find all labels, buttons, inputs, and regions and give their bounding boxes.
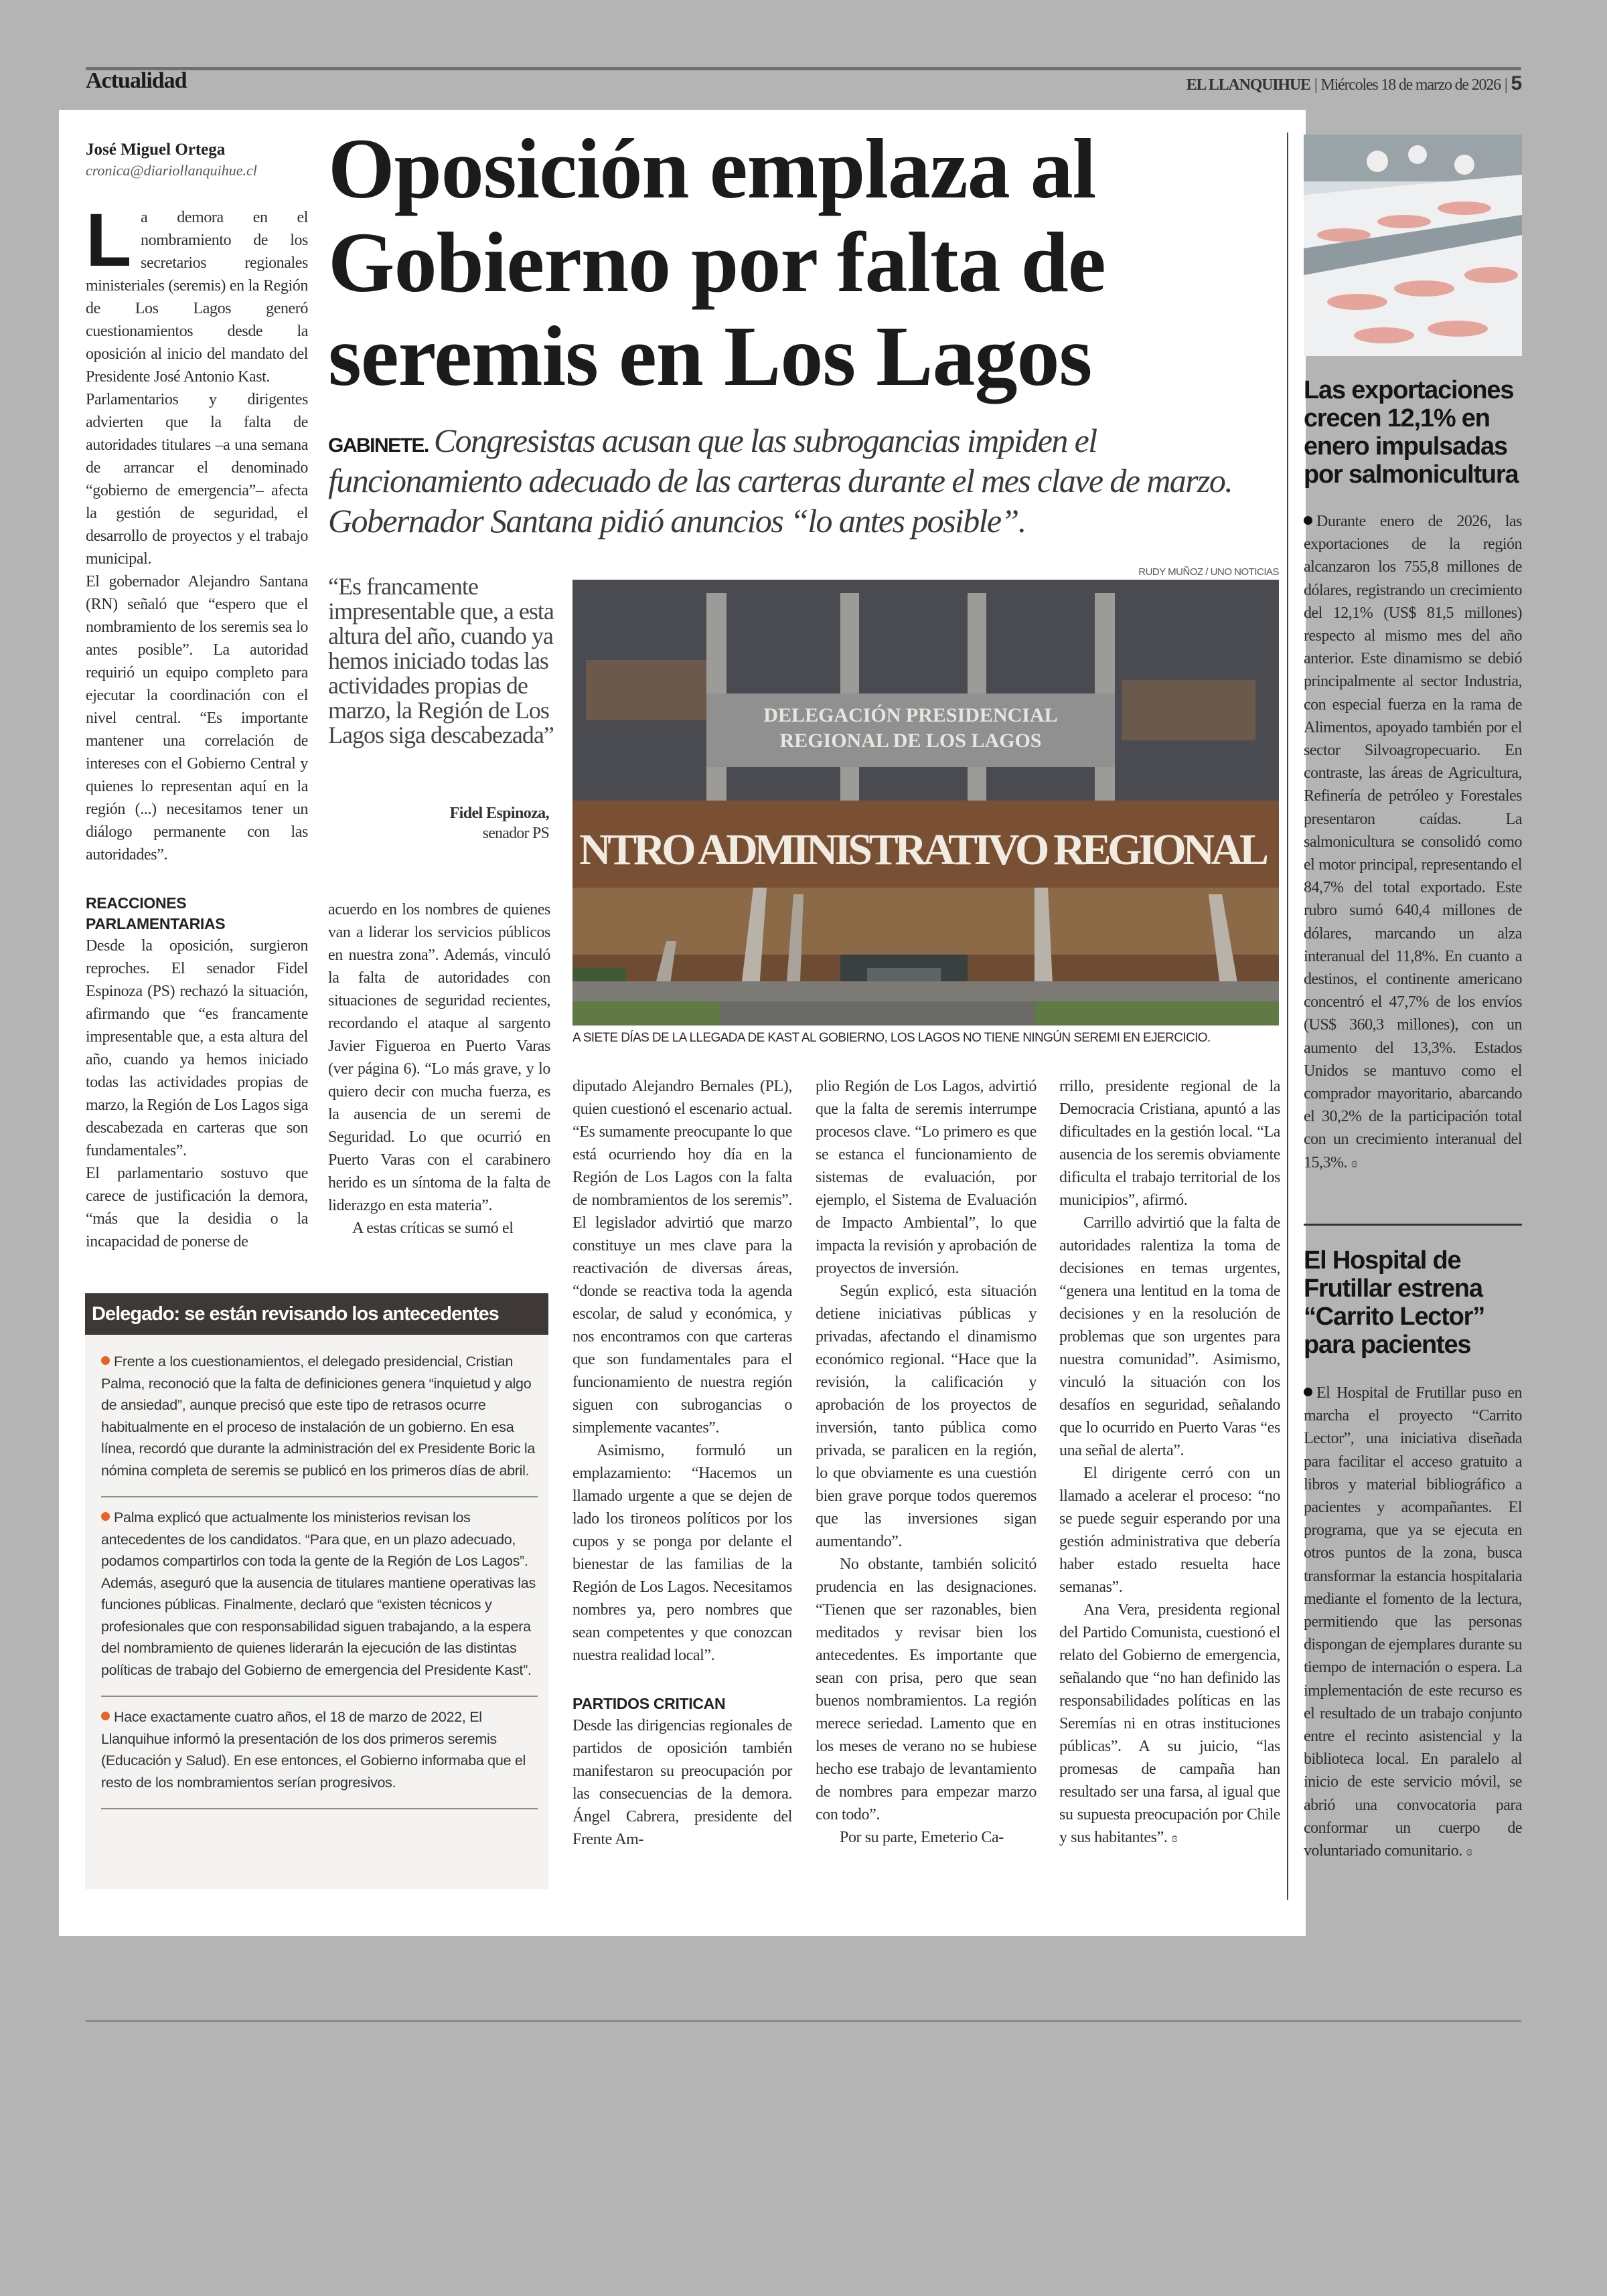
paragraph-text: Según explicó, esta situación detiene iniciativas públicas y privadas, afectando el dinamismo económico regional. “Hace que la revisión, la calificación y aprobación de los proyectos de inversión, tanto pública como privada, se paralicen en la región, lo que obviamente es una cuestión bien grave porque todos queremos que las inversiones sigan aumentando”. [816,1283,1037,1550]
body-paragraph [572,1439,792,1667]
paragraph-text: Palma explicó que actualmente los ministerios revisan los antecedentes de los candidatos. “Para que, en un plazo adecuado, podamos compartirlos con toda la gente de la Región de Los Lagos”. Además, aseguró que la ausencia de titulares mantiene operativas las funciones públicas. Finalmente, declaró que “existen técnicos y profesionales que con responsabilidad siguen trabajando, a la espera del nombramiento de quienes liderarán la ejecución de las distintas políticas de trabajo del Gobierno de emergencia del Presidente Kast”. [101,1509,536,1678]
folio-separator: | [1504,76,1507,94]
pull-quote: “Es francamente impresentable que, a esta altura del año, cuando ya hemos iniciado todas las actividades propias de marzo, la Región de Los Lagos siga descabezada” [328,573,554,748]
sidebox-title: Delegado: se están revisando los antecedentes [85,1293,548,1335]
paragraph-text: Asimismo, formuló un emplazamiento: “Hacemos un llamado urgente a que se dejen de lado los tironeos políticos por los cupos y se ponga por delante el bienestar de las familias de la Región de Los Lagos. Necesitamos nombres ya, pero nombres que sean competentes y que conozcan nuestra realidad local”. [572,1442,792,1664]
body-paragraph [86,934,308,1162]
body-paragraph [816,1280,1037,1553]
article-headline: Oposición emplaza al Gobierno por falta de seremis en Los Lagos [328,121,1105,404]
article-column-2 [328,898,550,1240]
pull-quote-attribution [328,803,549,843]
paragraph-text: acuerdo en los nombres de quienes van a liderar los servicios públicos en nuestra zona”. Además, vinculó la falta de autoridades con situaciones de seguridad recientes, recordando el ataque al sargento Javier Figueroa en Puerto Varas (ver página 6). “Lo más grave, y lo quiero decir con mucha fuerza, es la ausencia de un seremi de Seguridad. Lo que ocurrió en Puerto Varas con el carabinero herido es un síntoma de la falta de liderazgo en esta materia”. [328,901,550,1214]
building-photo [572,580,1279,1026]
section-subheading [86,893,308,934]
paragraph-text: REACCIONES PARLAMENTARIAS [86,894,226,932]
article-column-1 [86,198,308,1253]
article-column-5 [1059,1075,1280,1850]
photo-credit: RUDY MUÑOZ / UNO NOTICIAS [1138,566,1279,578]
article-column-3 [572,1075,792,1851]
section-name: Actualidad [86,68,187,93]
column-3-body [572,1075,792,1851]
page-number: 5 [1511,72,1521,94]
salmon-plant-image [1304,135,1522,356]
paragraph-text: Frente a los cuestionamientos, el delegado presidencial, Cristian Palma, reconoció que la falta de definiciones genera “inquietud y algo de ansiedad”, aunque precisó que este tipo de retrasos ocurre habitualmente en el proceso de instalación de un gobierno. En esa línea, recordó que durante la administración del ex Presidente Boric la nómina completa de seremis se publicó en los primeros días de abril. [101,1354,535,1479]
bullet-paragraph [101,1497,538,1697]
column-2-body [328,898,550,1240]
hospital-headline: El Hospital de Frutillar estrena “Carrito Lector” para pacientes [1304,1246,1485,1359]
deck-text: Congresistas acusan que las subrogancias impiden el funcionamiento adecuado de las carteras durante el mes clave de marzo. Gobernador Santana pidió anuncios “lo antes posible”. [328,422,1233,540]
sidebox-body [85,1335,548,1809]
paragraph-text: Carrillo advirtió que la falta de autoridades ralentiza la toma de decisiones en temas urgentes, “genera una lentitud en la toma de decisiones y en la resolución de problemas que son urgentes para nuestra comunidad”. Asimismo, vinculó la situación con los desafíos en seguridad, señalando que lo ocurrido en Puerto Varas “es una señal de alerta”. [1059,1214,1280,1459]
body-paragraph [328,1217,550,1240]
section-subheading [572,1694,792,1714]
paragraph-text: rrillo, presidente regional de la Democracia Cristiana, apuntó a las dificultades en la gestión local. “La ausencia de los seremis obviamente dificulta el trabajo territorial de los municipios”, afirmó. [1059,1078,1280,1209]
paragraph-text: Ana Vera, presidenta regional del Partido Comunista, cuestionó el relato del Gobierno de emergencia, señalando que “no han definido las responsabilidades políticas en las Seremías ni en otras instituciones públicas”. A su juicio, “las promesas de campaña han resultado ser una farsa, al igual que su supuesta preocupación por Chile y sus habitantes”. [1059,1601,1280,1846]
paragraph-text: diputado Alejandro Bernales (PL), quien cuestionó el escenario actual. “Es sumamente preocupante lo que está ocurriendo hoy día en la Región de Los Lagos con la falta de nombramientos de los seremis”. El legislador advirtió que marzo constituye un mes clave para la reactivación de diversas áreas, “donde se reactiva toda la agenda escolar, de salud y económica, y nos encontramos con que carteras que son fundamentales para el funcionamiento de nuestra región siguen con subrogancias o simplemente vacantes”. [572,1078,792,1437]
exports-headline: Las exportaciones crecen 12,1% en enero impulsadas por salmonicultura [1304,376,1519,489]
hospital-body [1304,1382,1522,1863]
header-rule [86,67,1521,70]
author-name: José Miguel Ortega [86,141,226,159]
page-folio [1187,72,1521,95]
end-of-article-icon: ɞ [1466,1844,1472,1860]
end-of-article-icon: ɞ [1171,1831,1177,1846]
building-photo-image [572,580,1279,1026]
issue-date: Miércoles 18 de marzo de 2026 [1320,76,1501,94]
drop-cap: L [86,198,132,282]
article-deck [328,420,1286,541]
body-paragraph [86,1162,308,1253]
column-1-body [86,388,308,1253]
body-paragraph [816,1553,1037,1826]
bullet-paragraph [101,1697,538,1809]
footer-rule [86,2020,1521,2022]
body-paragraph [86,388,308,570]
paragraph-text: El gobernador Alejandro Santana (RN) señaló que “espero que el nombramiento de los seremis sea lo antes posible”. La autoridad requirió un equipo completo para ejecutar la coordinación con el nivel central. “Es importante mantener una correlación de intereses con el Gobierno Central y quienes lo representan aquí en la región (...) necesitamos tener un diálogo permanente con las autoridades”. [86,573,308,864]
paragraph-text: Desde la oposición, surgieron reproches. El senador Fidel Espinoza (PS) rechazó la situación, afirmando que “es francamente impresentable que, a esta altura del año, cuando ya hemos iniciado todas las actividades propias de marzo, la Región de Los Lagos siga descabezada en carteras que son fundamentales”. [86,937,308,1159]
paragraph-text: No obstante, también solicitó prudencia en las designaciones. “Tienen que ser razonables, bien meditados y revisar bien los antecedentes. Es importante que sean con prisa, pero que sean buenos nombramientos. La región merece seriedad. Lamento que en los meses de verano no se hubiese hecho ese trabajo de levantamiento de nombres para empezar marzo con todo”. [816,1556,1037,1823]
quote-author-role: senador PS [482,825,549,842]
sidebar-divider [1304,1224,1522,1226]
quote-author: Fidel Espinoza, [449,805,549,822]
paragraph-text: PARTIDOS CRITICAN [572,1695,726,1712]
body-paragraph [328,898,550,1217]
column-divider [1287,133,1288,1900]
author-email[interactable]: cronica@diariollanquihue.cl [86,162,257,179]
photo-sign-upper-1: DELEGACIÓN PRESIDENCIAL [763,704,1058,726]
bullet-paragraph [1304,510,1522,1175]
paragraph-text: Durante enero de 2026, las exportaciones de la región alcanzaron los 755,8 millones de dólares, registrando un crecimiento del 12,1% (US$ 81,5 millones) respecto al mismo mes del año anterior. Este dinamismo se debió principalmente al sector Industria, con especial fuerza en la rama de Alimentos, apoyado también por el sector Silvoagropecuario. En contraste, las áreas de Agricultura, Refinería de petróleo y Forestales presentaron caídas. La salmonicultura se consolidó como el motor principal, representando el 84,7% del total exportado. Este rubro sumó 640,4 millones de dólares, marcando un alza interanual del 11,8%. En cuanto a destinos, el continente americano concentró el 47,7% de los envíos (US$ 360,3 millones), con un aumento del 13,3%. Estados Unidos se mantuvo como el comprador mayoritario, abarcando el 30,2% de la participación total con un crecimiento interanual del 15,3%. [1304,513,1522,1171]
body-paragraph [816,1826,1037,1849]
lead-text: a demora en el nombramiento de los secretarios regionales ministeriales (seremis) en la Región de Los Lagos generó cuestionamientos desde la oposición al inicio del mandato del Presidente José Antonio Kast. [86,209,308,386]
body-paragraph [572,1075,792,1439]
lead-paragraph [86,198,308,388]
paragraph-text: A estas críticas se sumó el [352,1220,514,1237]
end-of-article-icon: ɞ [1351,1155,1357,1171]
body-paragraph [816,1075,1037,1280]
body-paragraph [1059,1462,1280,1598]
salmon-plant-photo [1304,135,1522,356]
photo-caption: A SIETE DÍAS DE LA LLEGADA DE KAST AL GOBIERNO, LOS LAGOS NO TIENE NINGÚN SEREMI EN EJERCICIO. [572,1031,1211,1045]
body-paragraph [86,570,308,866]
photo-sign-main: NTRO ADMINISTRATIVO REGIONAL [579,825,1269,874]
bullet-paragraph [101,1341,538,1497]
paragraph-text: Desde las dirigencias regionales de partidos de oposición también manifestaron su preocupación por las consecuencias de la demora. Ángel Cabrera, presidente del Frente Am- [572,1717,792,1848]
paragraph-text: Por su parte, Emeterio Ca- [840,1829,1004,1846]
deck-kicker: GABINETE. [328,434,429,457]
paragraph-text: El dirigente cerró con un llamado a acelerar el proceso: “no se puede seguir esperando por una gestión administrativa que debería haber estado resuelta hace semanas”. [1059,1465,1280,1596]
folio-separator: | [1314,76,1317,94]
sidebar-story-exports [1304,376,1522,1175]
newspaper-name: EL LLANQUIHUE [1186,76,1310,94]
byline [86,141,313,179]
paragraph-text: El parlamentario sostuvo que carece de justificación la demora, “más que la desidia o la incapacidad de ponerse de [86,1165,308,1250]
sidebar-story-hospital [1304,1246,1522,1863]
body-paragraph [1059,1212,1280,1462]
body-paragraph [1059,1075,1280,1212]
article-column-4 [816,1075,1037,1849]
exports-body [1304,510,1522,1175]
paragraph-text: Parlamentarios y dirigentes advierten que la falta de autoridades titulares –a una semana de arrancar el denominado “gobierno de emergencia”– afecta la gestión de seguridad, el desarrollo de proyectos y el trabajo municipal. [86,391,308,568]
column-4-body [816,1075,1037,1849]
column-5-body [1059,1075,1280,1850]
paragraph-text: Hace exactamente cuatro años, el 18 de marzo de 2022, El Llanquihue informó la presentación de los dos primeros seremis (Educación y Salud). En ese entonces, el Gobierno informaba que el resto de los nombramientos serían progresivos. [101,1709,526,1791]
body-paragraph [1059,1598,1280,1850]
paragraph-text: plio Región de Los Lagos, advirtió que la falta de seremis interrumpe procesos clave. “Lo primero es que se estanca el funcionamiento de sistemas de evaluación, por ejemplo, el Sistema de Evaluación de Impacto Ambiental”, lo que impacta la revisión y aprobación de proyectos de inversión. [816,1078,1037,1277]
bullet-paragraph [1304,1382,1522,1863]
delegado-sidebox [85,1293,548,1889]
photo-sign-upper-2: REGIONAL DE LOS LAGOS [779,730,1042,752]
body-paragraph [572,1714,792,1851]
paragraph-text: El Hospital de Frutillar puso en marcha el proyecto “Carrito Lector”, una iniciativa diseñada para facilitar el acceso gratuito a libros y material bibliográfico a pacientes y acompañantes. El programa, que ya se ejecuta en otros puntos de la zona, busca transformar la estancia hospitalaria mediante el fomento de la lectura, permitiendo que las personas dispongan de ejemplares durante su tiempo de internación o espera. La implementación de este recurso es el resultado de un trabajo conjunto entre el recinto asistencial y la biblioteca local. En paralelo al inicio de este servicio móvil, se abrió una convocatoria para conformar un cuerpo de voluntariado comunitario. [1304,1384,1522,1860]
